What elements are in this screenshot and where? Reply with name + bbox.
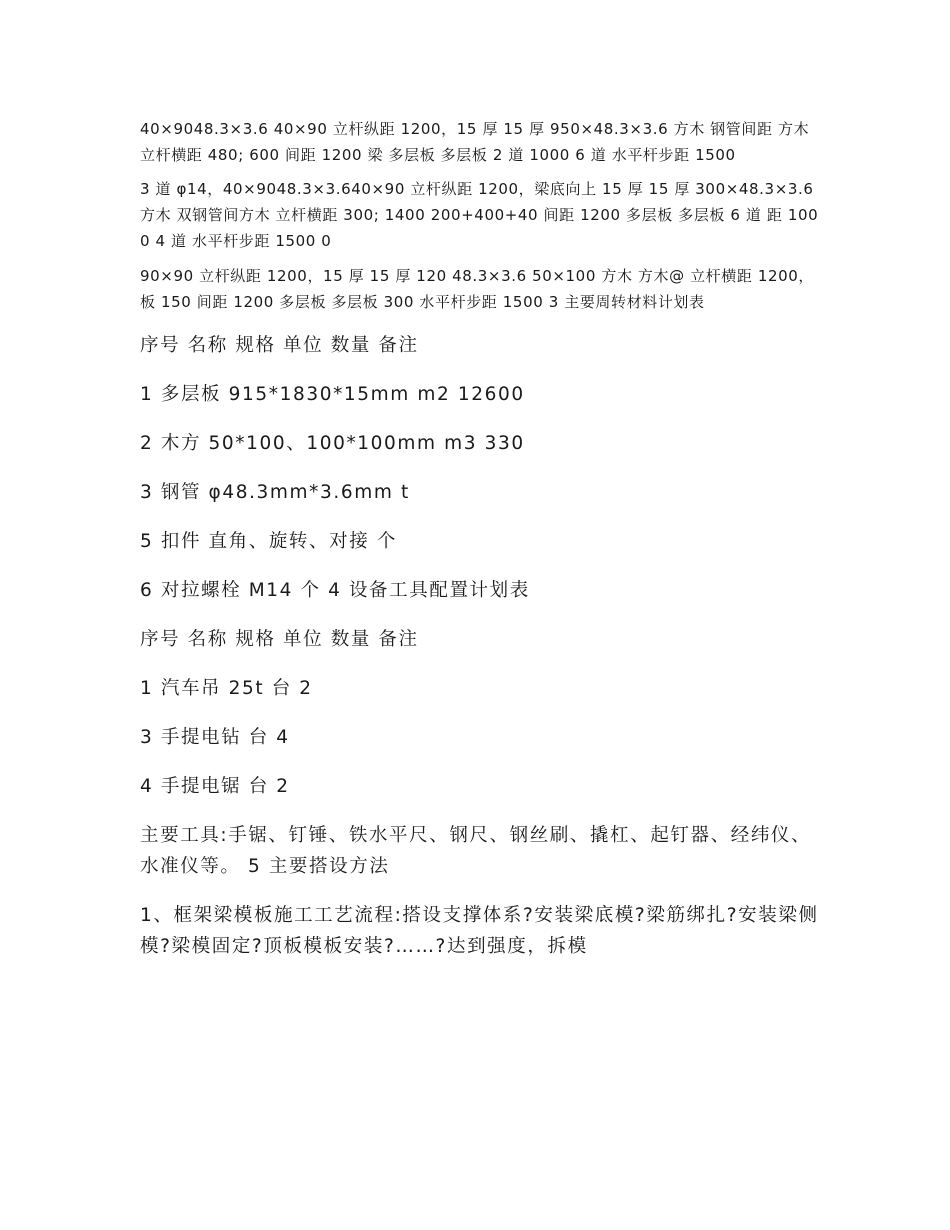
equipment-row-1: 1 汽车吊 25t 台 2 [140, 678, 313, 699]
material-row-1: 1 多层板 915*1830*15mm m2 12600 [140, 384, 525, 405]
material-table-header: 序号 名称 规格 单位 数量 备注 [140, 335, 419, 356]
equipment-row-4: 4 手提电锯 台 2 [140, 776, 290, 797]
construction-process-paragraph: 1、框架梁模板施工工艺流程:搭设支撑体系?安装梁底模?梁筋绑扎?安装梁侧模?梁模固定?顶板模板安装?……?达到强度，拆模 [140, 905, 819, 957]
material-row-5: 5 扣件 直角、旋转、对接 个 [140, 531, 397, 552]
material-row-3: 3 钢管 φ48.3mm*3.6mm t [140, 482, 410, 503]
equipment-table-header: 序号 名称 规格 单位 数量 备注 [140, 629, 419, 650]
equipment-row-3: 3 手提电钻 台 4 [140, 727, 290, 748]
paragraph-1: 40×9048.3×3.6 40×90 立杆纵距 1200，15 厚 15 厚 950×48.3×3.6 方木 钢管间距 方木 立杆横距 480; 600 间距 1200 梁 多层板 多层板 2 道 1000 6 道 水平杆步距 1500 [140, 120, 810, 164]
material-row-2: 2 木方 50*100、100*100mm m3 330 [140, 433, 525, 454]
document-page [140, 112, 820, 962]
paragraph-3: 90×90 立杆纵距 1200，15 厚 15 厚 120 48.3×3.6 50×100 方木 方木@ 立杆横距 1200， 板 150 间距 1200 多层板 多层板 300 水平杆步距 1500 3 主要周转材料计划表 [140, 267, 815, 311]
main-tools-paragraph: 主要工具:手锯、钉锤、铁水平尺、钢尺、钢丝刷、撬杠、起钉器、经纬仪、水准仪等。 5 主要搭设方法 [140, 825, 812, 877]
paragraph-2: 3 道 φ14，40×9048.3×3.640×90 立杆纵距 1200，梁底向上 15 厚 15 厚 300×48.3×3.6 方木 双钢管间方木 立杆横距 300; 1400 200+400+40 间距 1200 多层板 多层板 6 道 距 1000 4 道 水平杆步距 1500 0 [140, 180, 819, 250]
material-row-6: 6 对拉螺栓 M14 个 4 设备工具配置计划表 [140, 580, 530, 601]
